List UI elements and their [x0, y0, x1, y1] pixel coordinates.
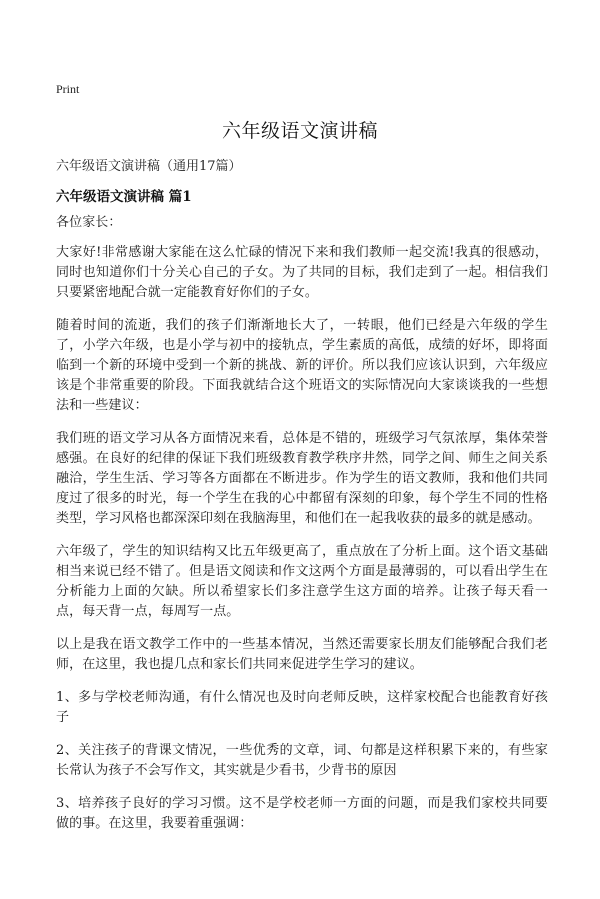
list-item: 1、多与学校老师沟通，有什么情况也及时向老师反映，这样家校配合也能教育好孩子	[56, 690, 548, 725]
page-title: 六年级语文演讲稿	[221, 120, 378, 142]
paragraph: 我们班的语文学习从各方面情况来看，总体是不错的，班级学习气氛浓厚，集体荣誉感强。在良好的纪律的保证下我们班级教育教学秩序井然，同学之间、师生之间关系融洽，学生生活、学习等各方面都在不断进步。作为学生的语文教师，我和他们共同度过了很多的时光，每一个学生在我的心中都留有深刻的印象，每个学生不同的性格类型，学习风格也都深深印刻在我脑海里，和他们在一起我收获的最多的就是感动。	[56, 431, 548, 526]
paragraph-greeting: 各位家长：	[56, 215, 122, 230]
list-item: 2、关注孩子的背课文情况，一些优秀的文章，词、句都是这样积累下来的，有些家长常认为孩子不会写作文，其实就是少看书，少背书的原因	[56, 743, 548, 778]
document-body	[56, 213, 548, 847]
document-subtitle: 六年级语文演讲稿（通用17篇）	[56, 159, 242, 174]
chapter-heading: 六年级语文演讲稿 篇1	[56, 189, 192, 205]
paragraph: 以上是我在语文教学工作中的一些基本情况，当然还需要家长朋友们能够配合我们老师，在这里，我也提几点和家长们共同来促进学生学习的建议。	[56, 637, 548, 672]
paragraph: 大家好!非常感谢大家能在这么忙碌的情况下来和我们教师一起交流!我真的很感动，同时也知道你们十分关心自己的子女。为了共同的目标，我们走到了一起。相信我们只要紧密地配合就一定能教育好你们的子女。	[56, 245, 548, 300]
paragraph: 六年级了，学生的知识结构又比五年级更高了，重点放在了分析上面。这个语文基础相当来说已经不错了。但是语文阅读和作文这两个方面是最薄弱的，可以看出学生在分析能力上面的欠缺。所以希望家长们多注意学生这方面的培养。让孩子每天看一点，每天背一点，每周写一点。	[56, 544, 548, 619]
list-item: 3、培养孩子良好的学习习惯。这不是学校老师一方面的问题，而是我们家校共同要做的事。在这里，我要着重强调：	[56, 796, 548, 831]
paragraph: 随着时间的流逝，我们的孩子们渐渐地长大了，一转眼，他们已经是六年级的学生了，小学六年级，也是小学与初中的接轨点，学生素质的高低，成绩的好坏，即将面临到一个新的环境中受到一个新的挑战、新的评价。所以我们应该认识到，六年级应该是个非常重要的阶段。下面我就结合这个班语文的实际情况向大家谈谈我的一些想法和一些建议：	[56, 318, 548, 413]
print-label: Print	[56, 82, 80, 96]
